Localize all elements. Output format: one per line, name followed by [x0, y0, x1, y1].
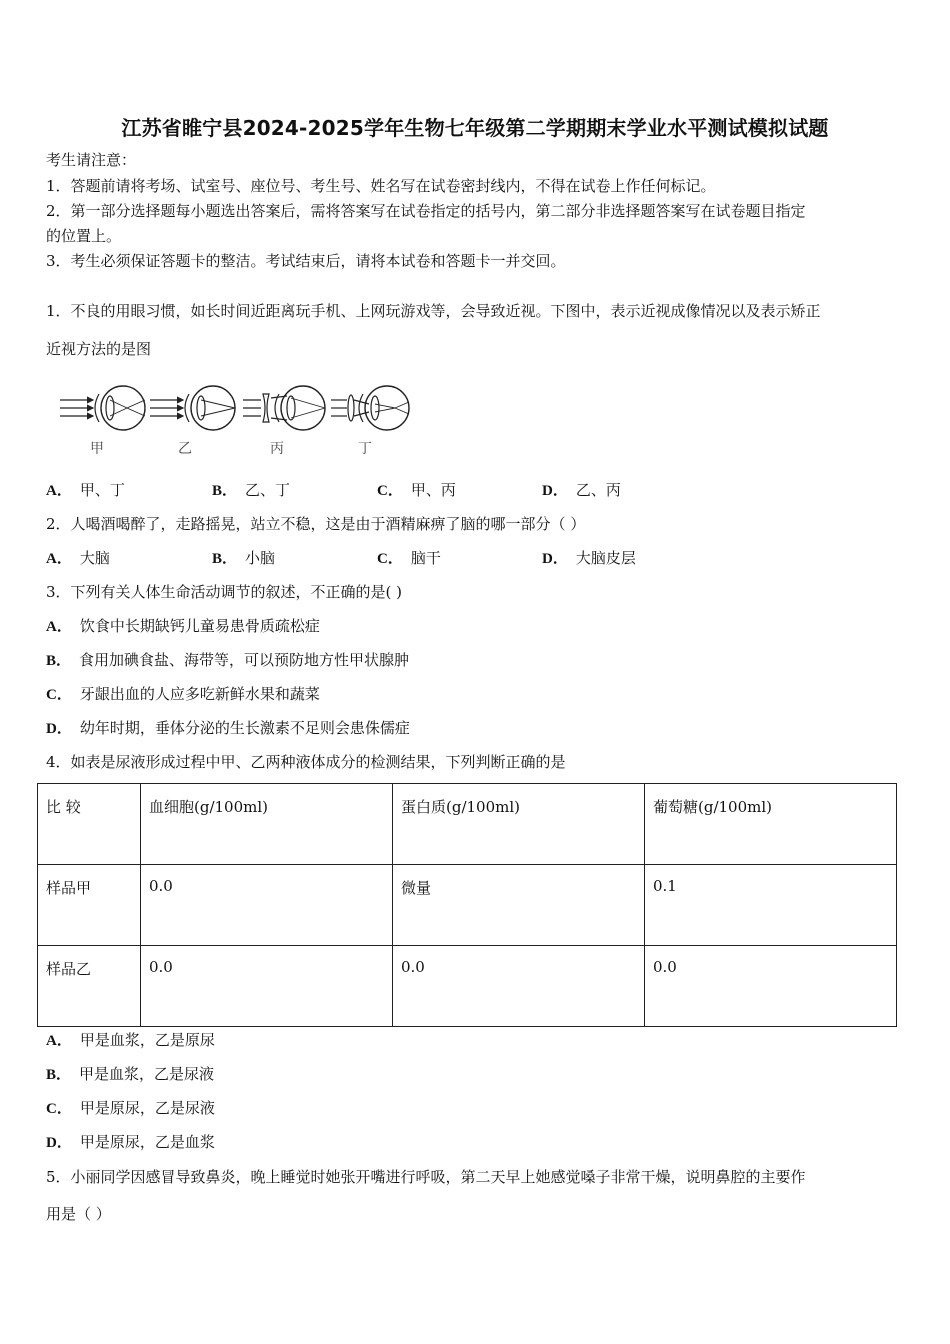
question-5-stem: 5．小丽同学因感冒导致鼻炎，晚上睡觉时她张开嘴进行呼吸，第二天早上她感觉嗓子非常干燥，说明鼻腔的主要作	[46, 1168, 806, 1186]
figure-label-yi: 乙	[178, 441, 192, 457]
notice-item: 的位置上。	[46, 227, 122, 245]
table-header-cell: 葡萄糖(g/100ml)	[645, 784, 897, 865]
q1-option-a[interactable]: A． 甲、丁	[46, 481, 125, 499]
question-3-stem: 3．下列有关人体生命活动调节的叙述，不正确的是( )	[46, 583, 403, 601]
q2-option-c[interactable]: C． 脑干	[377, 549, 441, 567]
notice-heading: 考生请注意：	[46, 151, 137, 169]
eye-icon-ding	[331, 386, 409, 430]
notice-item: 1．答题前请将考场、试室号、座位号、考生号、姓名写在试卷密封线内，不得在试卷上作任何标记。	[46, 177, 716, 195]
table-header-cell: 蛋白质(g/100ml)	[393, 784, 645, 865]
q3-option-c[interactable]: C． 牙龈出血的人应多吃新鲜水果和蔬菜	[46, 685, 320, 703]
q1-option-b[interactable]: B． 乙、丁	[212, 481, 291, 499]
table-cell: 0.1	[645, 865, 897, 946]
question-1-stem-cont: 近视方法的是图	[46, 340, 152, 358]
eye-diagram-figure	[55, 382, 415, 438]
eye-icon-bing	[243, 386, 325, 430]
q2-option-d[interactable]: D． 大脑皮层	[542, 549, 636, 567]
q4-option-c[interactable]: C． 甲是原尿，乙是尿液	[46, 1099, 215, 1117]
table-cell: 0.0	[645, 946, 897, 1027]
q3-option-d[interactable]: D． 幼年时期，垂体分泌的生长激素不足则会患侏儒症	[46, 719, 410, 737]
q1-option-c[interactable]: C． 甲、丙	[377, 481, 456, 499]
comparison-table	[37, 783, 897, 1027]
figure-label-bing: 丙	[270, 441, 284, 457]
eye-icon-yi	[150, 386, 235, 430]
q4-option-b[interactable]: B． 甲是血浆，乙是尿液	[46, 1065, 215, 1083]
figure-label-jia: 甲	[90, 441, 104, 457]
table-cell: 0.0	[141, 946, 393, 1027]
table-header-cell: 血细胞(g/100ml)	[141, 784, 393, 865]
q3-option-b[interactable]: B． 食用加碘食盐、海带等，可以预防地方性甲状腺肿	[46, 651, 410, 669]
q2-option-a[interactable]: A． 大脑	[46, 549, 110, 567]
table-cell: 0.0	[393, 946, 645, 1027]
question-2-stem: 2．人喝酒喝醉了，走路摇晃，站立不稳，这是由于酒精麻痹了脑的哪一部分（ ）	[46, 515, 586, 533]
q2-option-b[interactable]: B． 小脑	[212, 549, 276, 567]
question-1-stem: 1．不良的用眼习惯，如长时间近距离玩手机、上网玩游戏等，会导致近视。下图中，表示近视成像情况以及表示矫正	[46, 302, 821, 320]
q4-option-d[interactable]: D． 甲是原尿，乙是血浆	[46, 1133, 215, 1151]
page-title: 江苏省睢宁县2024-2025学年生物七年级第二学期期末学业水平测试模拟试题	[121, 116, 829, 140]
table-header-cell: 比 较	[38, 784, 141, 865]
notice-item: 2．第一部分选择题每小题选出答案后，需将答案写在试卷指定的括号内，第二部分非选择题答案写在试卷题目指定	[46, 202, 806, 220]
notice-item: 3．考生必须保证答题卡的整洁。考试结束后，请将本试卷和答题卡一并交回。	[46, 252, 566, 270]
table-row	[38, 946, 897, 1027]
table-cell: 0.0	[141, 865, 393, 946]
table-row	[38, 865, 897, 946]
table-cell: 微量	[393, 865, 645, 946]
question-5-stem-cont: 用是（ ）	[46, 1205, 111, 1223]
question-4-stem: 4．如表是尿液形成过程中甲、乙两种液体成分的检测结果，下列判断正确的是	[46, 753, 566, 771]
table-header-row	[38, 784, 897, 865]
eye-icon-jia	[60, 386, 145, 430]
table-cell: 样品乙	[38, 946, 141, 1027]
figure-label-ding: 丁	[358, 441, 372, 457]
table-cell: 样品甲	[38, 865, 141, 946]
q1-option-d[interactable]: D． 乙、丙	[542, 481, 621, 499]
q3-option-a[interactable]: A． 饮食中长期缺钙儿童易患骨质疏松症	[46, 617, 320, 635]
q4-option-a[interactable]: A． 甲是血浆，乙是原尿	[46, 1031, 215, 1049]
